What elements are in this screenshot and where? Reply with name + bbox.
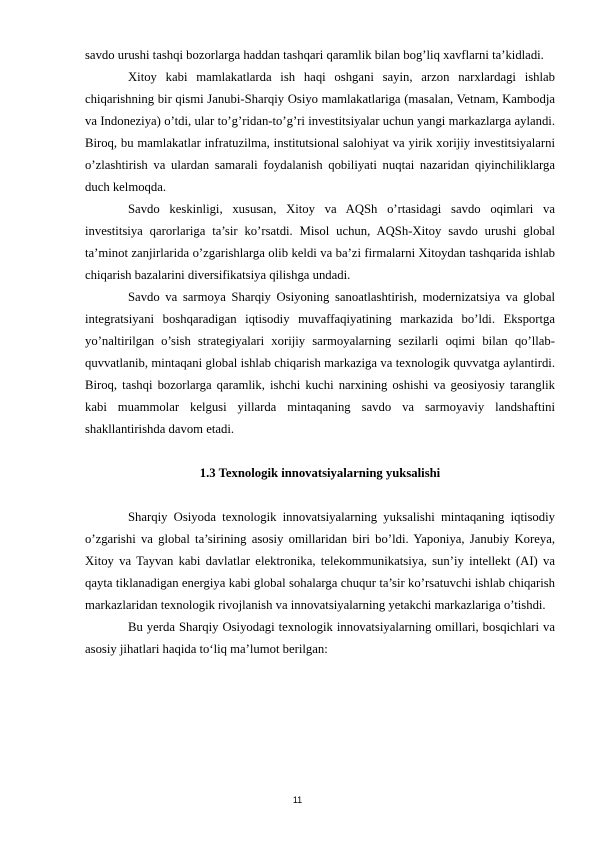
paragraph-4: Savdo va sarmoya Sharqiy Osiyoning sanoatlashtirish, modernizatsiya va global integratsiyani boshqaradigan iqtisodiy muvaffaqiyatining markazida bo’ldi. Eksportga yo’naltirilgan o’sish strategiyalari xorijiy sarmoyalarning sezilarli oqimi bilan qo’llab-quvvatlanib, mintaqani global ishlab chiqarish markaziga va texnologik quvvatga aylantirdi. Biroq, tashqi bozorlarga qaramlik, ishchi kuchi narxining oshishi va geosiyosiy taranglik kabi muammolar kelgusi yillarda mintaqaning savdo va sarmoyaviy landshaftini shakllantirishda davom etadi. [85,290,555,436]
paragraph-6: Bu yerda Sharqiy Osiyodagi texnologik innovatsiyalarning omillari, bosqichlari va asosiy jihatlari haqida to‘liq ma’lumot berilgan: [85,620,555,656]
document-page [85,44,555,660]
paragraph-5: Sharqiy Osiyoda texnologik innovatsiyalarning yuksalishi mintaqaning iqtisodiy o’zgarishi va global ta’sirining asosiy omillaridan biri bo’ldi. Yaponiya, Janubiy Koreya, Xitoy va Tayvan kabi davlatlar elektronika, telekommunikatsiya, sun’iy intellekt (AI) va qayta tiklanadigan energiya kabi global sohalarga chuqur ta’sir ko’rsatuvchi ishlab chiqarish markazlaridan texnologik rivojlanish va innovatsiyalarning yetakchi markazlariga o’tishdi. [85,510,555,612]
page-number: 11 [292,795,303,805]
paragraph-3: Savdo keskinligi, xususan, Xitoy va AQSh o’rtasidagi savdo oqimlari va investitsiya qarorlariga ta’sir ko’rsatdi. Misol uchun, AQSh-Xitoy savdo urushi global ta’minot zanjirlarida o’zgarishlarga olib keldi va ba’zi firmalarni Xitoydan tashqarida ishlab chiqarish bazalarini diversifikatsiya qilishga undadi. [85,202,555,282]
section-heading: 1.3 Texnologik innovatsiyalarning yuksalishi [199,466,441,480]
paragraph-1: savdo urushi tashqi bozorlarga haddan tashqari qaramlik bilan bog’liq xavflarni ta’kidladi. [85,48,544,62]
paragraph-2: Xitoy kabi mamlakatlarda ish haqi oshgani sayin, arzon narxlardagi ishlab chiqarishning bir qismi Janubi-Sharqiy Osiyo mamlakatlariga (masalan, Vetnam, Kambodja va Indoneziya) o’tdi, ular to’g’ridan-to’g’ri investitsiyalar uchun yangi markazlarga aylandi. Biroq, bu mamlakatlar infratuzilma, institutsional salohiyat va yirik xorijiy investitsiyalarni o’zlashtirish va ulardan samarali foydalanish qobiliyati nuqtai nazaridan qiyinchiliklarga duch kelmoqda. [85,70,555,194]
